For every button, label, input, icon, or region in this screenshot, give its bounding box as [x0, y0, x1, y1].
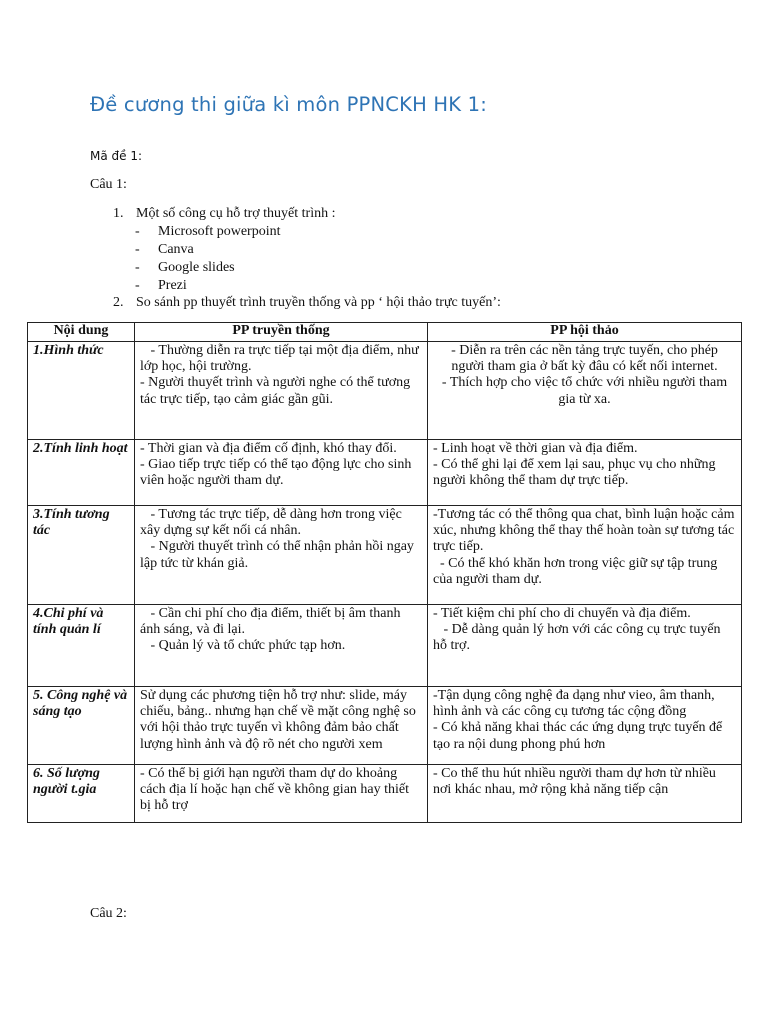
column-header: PP hội thảo: [428, 323, 742, 342]
cell-text: - Người thuyết trình và người nghe có thể tương tác trực tiếp, tạo cảm giác gần gũi.: [140, 375, 411, 407]
cell-text: - Diễn ra trên các nền tảng trực tuyến, cho phép người tham gia ở bất kỳ đâu có kết nối internet.: [451, 343, 718, 375]
cell-text: - Tiết kiệm chi phí cho di chuyển và địa điểm.: [433, 606, 691, 621]
table-row: [28, 687, 742, 765]
traditional-cell: [135, 765, 428, 823]
table-row: [28, 765, 742, 823]
online-cell: [428, 506, 742, 605]
cell-text: - Co thể thu hút nhiều người tham dự hơn từ nhiều nơi khác nhau, mở rộng khả năng tiếp cận: [433, 766, 716, 798]
cell-text: -Tương tác có thể thông qua chat, bình luận hoặc cảm xúc, nhưng không thể thay thế hoàn toàn sự tương tác trực tiếp.: [433, 507, 735, 555]
row-label: 5. Công nghệ và sáng tạo: [28, 687, 135, 765]
list-subitem-text: Microsoft powerpoint: [158, 224, 281, 239]
cell-text: - Có thể khó khăn hơn trong việc giữ sự tập trung của người tham dự.: [433, 555, 721, 587]
dash-bullet: -: [135, 278, 140, 293]
column-header: PP truyền thống: [135, 323, 428, 342]
dash-bullet: -: [135, 242, 140, 257]
online-cell: [428, 765, 742, 823]
cell-text: - Thích hợp cho việc tổ chức với nhiều người tham gia từ xa.: [441, 375, 728, 407]
online-cell: [428, 440, 742, 506]
table-row: [28, 342, 742, 440]
list-item-text: Một số công cụ hỗ trợ thuyết trình :: [136, 206, 336, 221]
list-subitem-text: Canva: [158, 242, 194, 257]
row-label: 1.Hình thức: [28, 342, 135, 440]
online-cell: [428, 687, 742, 765]
cell-text: - Linh hoạt về thời gian và địa điểm.: [433, 441, 638, 456]
dash-bullet: -: [135, 260, 140, 275]
row-label: 3.Tính tương tác: [28, 506, 135, 605]
document-title: Đề cương thi giữa kì môn PPNCKH HK 1:: [90, 93, 487, 116]
cell-text: - Quản lý và tổ chức phức tạp hơn.: [140, 638, 346, 654]
question-2-heading: Câu 2:: [90, 906, 127, 921]
traditional-cell: [135, 342, 428, 440]
cell-text: - Cần chi phí cho địa điểm, thiết bị âm thanh ánh sáng, và đi lại.: [140, 606, 404, 638]
online-cell: [428, 605, 742, 687]
traditional-cell: [135, 687, 428, 765]
cell-text: - Có thể ghi lại để xem lại sau, phục vụ cho những người không thể tham dự trực tiếp.: [433, 457, 716, 489]
cell-text: - Giao tiếp trực tiếp có thể tạo động lực cho sinh viên hoặc người tham dự.: [140, 457, 412, 489]
list-subitem-text: Google slides: [158, 260, 235, 275]
row-label: 4.Chi phí và tính quản lí: [28, 605, 135, 687]
list-item-text: So sánh pp thuyết trình truyền thống và pp ‘ hội thảo trực tuyến’:: [136, 295, 501, 310]
cell-text: -Tận dụng công nghệ đa dạng như vieo, âm thanh, hình ảnh và các công cụ tương tác cộng đồng: [433, 688, 715, 720]
list-subitem-text: Prezi: [158, 278, 187, 293]
traditional-cell: [135, 440, 428, 506]
table-row: [28, 605, 742, 687]
exam-code-label: Mã đề 1:: [90, 149, 143, 163]
cell-text: - Có thể bị giới hạn người tham dự do khoảng cách địa lí hoặc hạn chế về không gian hay thiết bị hỗ trợ: [140, 766, 410, 814]
list-number: 1.: [113, 206, 124, 221]
traditional-cell: [135, 605, 428, 687]
list-number: 2.: [113, 295, 124, 310]
cell-text: - Dễ dàng quản lý hơn với các công cụ trực tuyến hỗ trợ.: [433, 622, 725, 654]
dash-bullet: -: [135, 224, 140, 239]
row-label: 2.Tính linh hoạt: [28, 440, 135, 506]
cell-text: - Thời gian và địa điểm cố định, khó thay đổi.: [140, 441, 397, 456]
cell-text: - Có khả năng khai thác các ứng dụng trực tuyến để tạo ra nội dung phong phú hơn: [433, 720, 723, 752]
cell-text: Sử dụng các phương tiện hỗ trợ như: slide, máy chiếu, bảng.. nhưng hạn chế về mặt công nghệ so với hội thảo trực tuyến vì không đảm bảo chất lượng hình ảnh và độ rõ nét cho người xem: [140, 688, 416, 752]
cell-text: - Thường diễn ra trực tiếp tại một địa điểm, như lớp học, hội trường.: [140, 343, 423, 375]
table-row: [28, 440, 742, 506]
cell-text: - Tương tác trực tiếp, dễ dàng hơn trong việc xây dựng sự kết nối cá nhân.: [140, 507, 406, 539]
online-cell: [428, 342, 742, 440]
table-header-row: [28, 323, 742, 342]
comparison-table: [27, 322, 742, 823]
table-row: [28, 506, 742, 605]
column-header: Nội dung: [28, 323, 135, 342]
traditional-cell: [135, 506, 428, 605]
cell-text: - Người thuyết trình có thể nhận phản hồi ngay lập tức từ khán giả.: [140, 539, 418, 571]
question-1-heading: Câu 1:: [90, 177, 127, 192]
row-label: 6. Số lượng người t.gia: [28, 765, 135, 823]
